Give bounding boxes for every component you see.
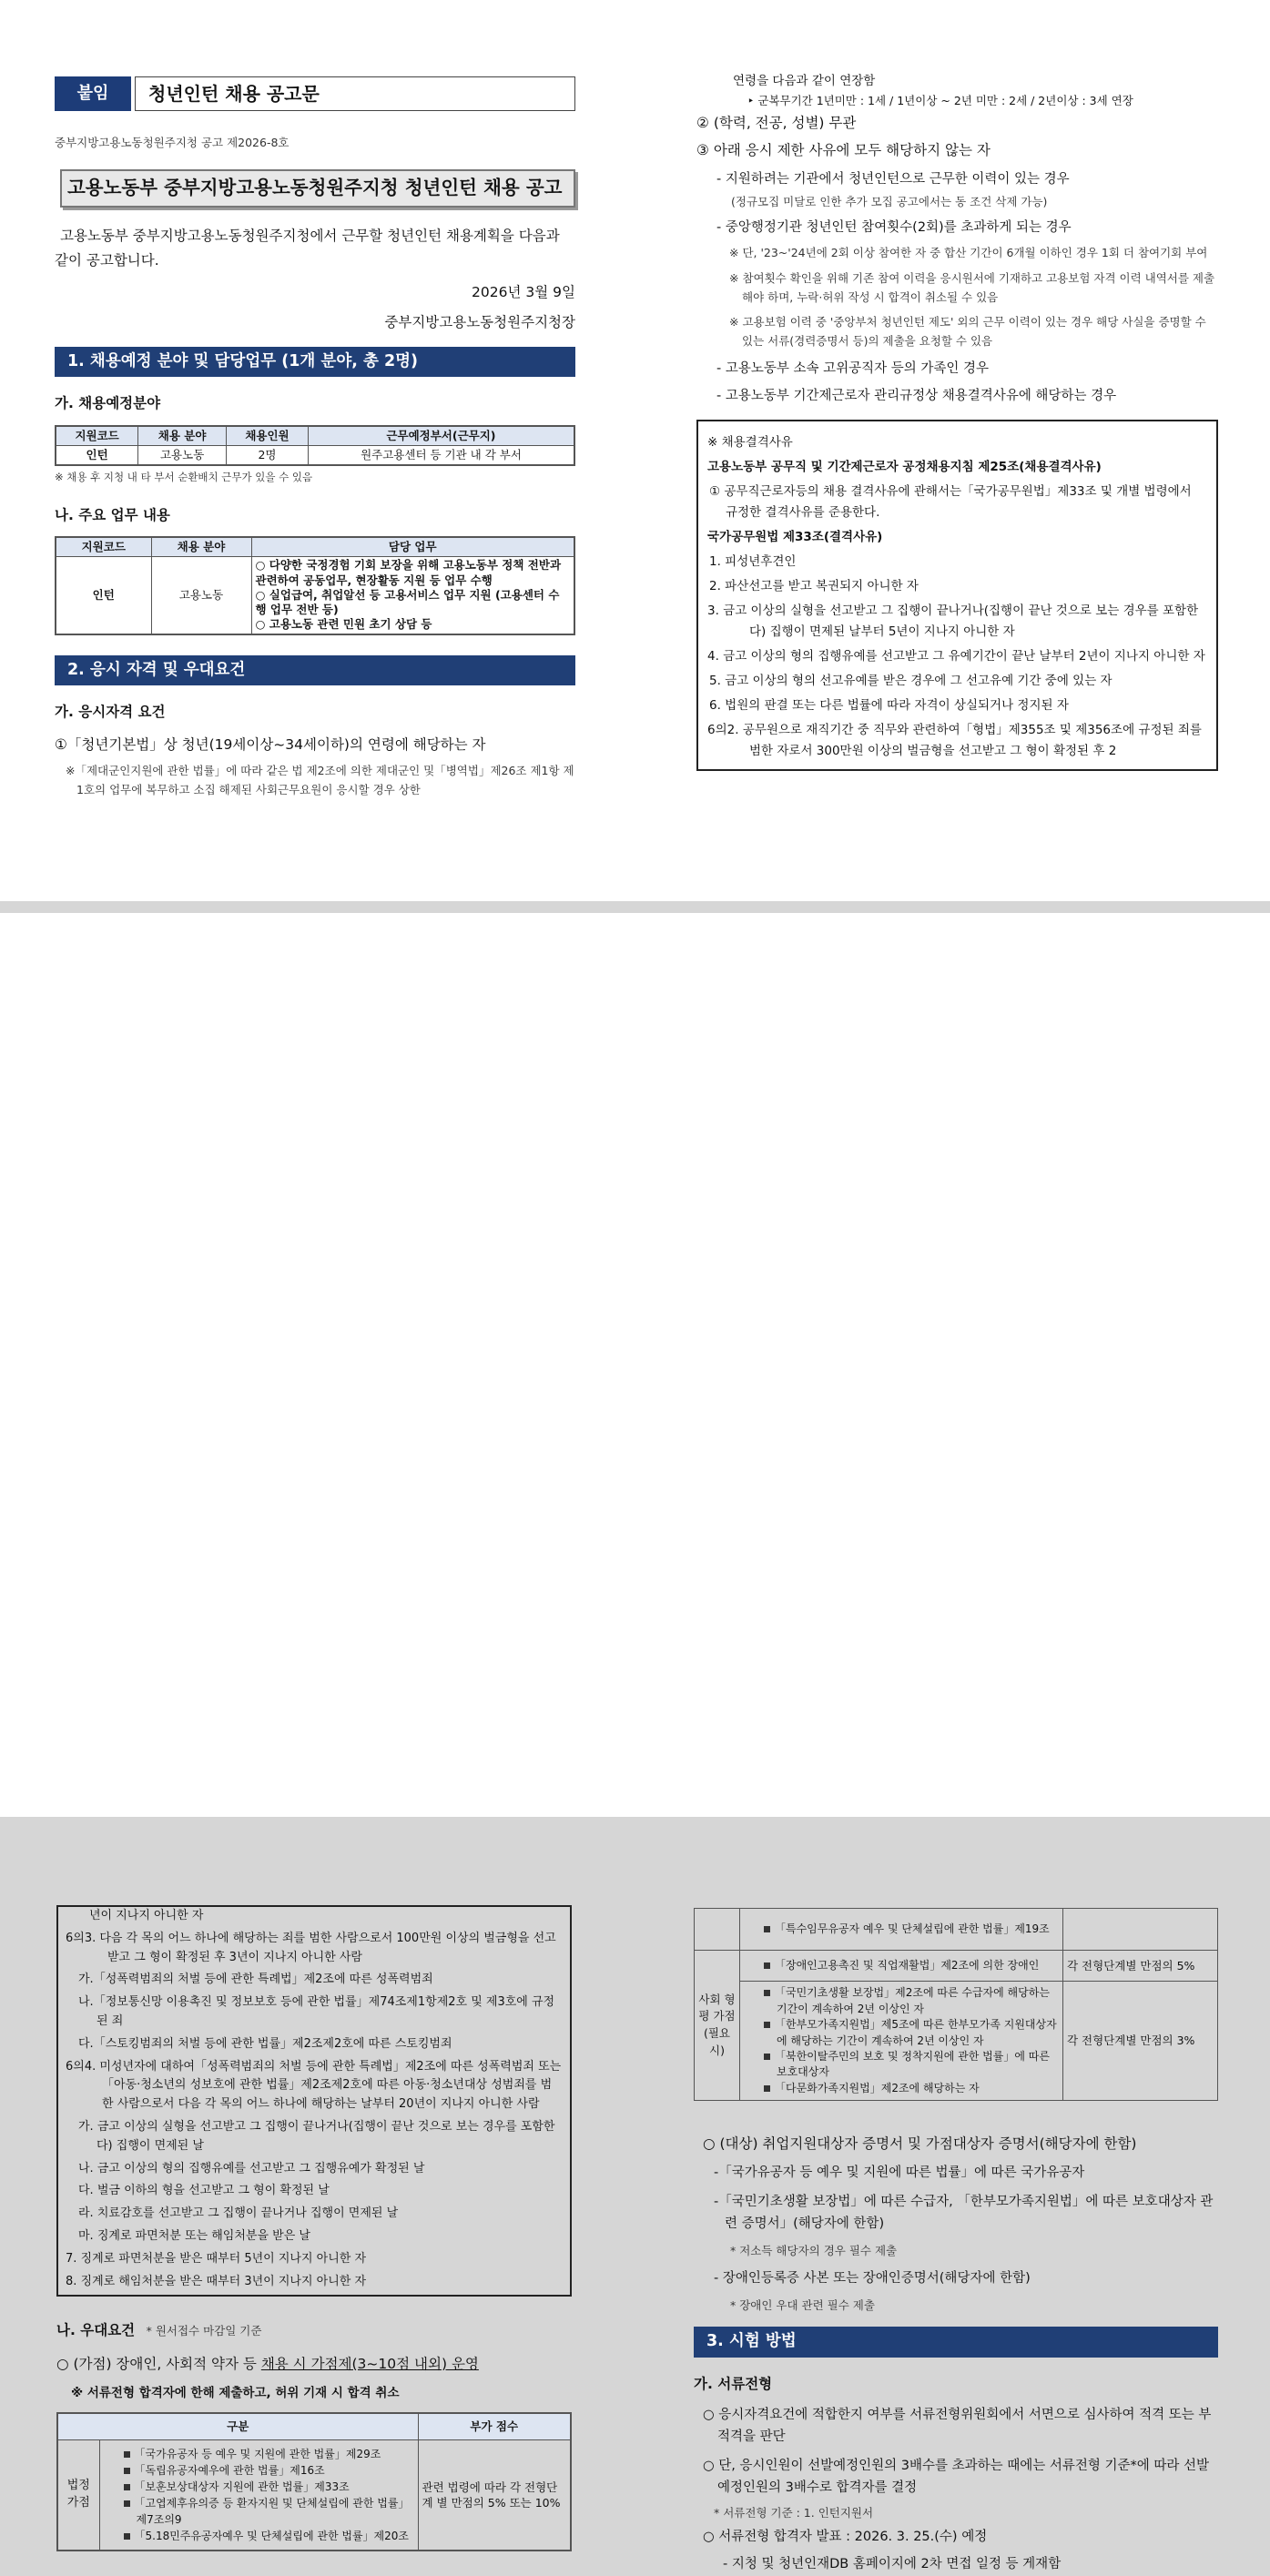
table-cell-category: 사회 형평 가점 (필요시) [695,1951,740,2101]
law-text: 「보훈보상대상자 지원에 관한 법률」제33조 [134,2480,350,2494]
disqualification-item: 6. 법원의 판결 또는 다른 법률에 따라 자격이 상실되거나 정지된 자 [709,697,1069,713]
law-text: 「고엽제후유의증 등 환자지원 및 단체설립에 관한 법률」제7조의9 [134,2497,410,2527]
table-header: 채용인원 [227,426,309,446]
duties-table [55,536,575,634]
law-item [117,2446,414,2462]
bullet-icon [764,1926,770,1932]
notice-date: 2026년 3월 9일 [472,284,575,301]
law-item [757,2081,1059,2096]
table-cell: 고용노동 [151,557,251,634]
bullet-icon [764,2022,770,2028]
preference-note: * 원서접수 마감일 기준 [146,2324,262,2338]
document-item: - 장애인등록증 사본 또는 장애인증명서(해당자에 한함) [714,2271,1031,2287]
bullet-icon [764,2085,770,2092]
requirement-2: ② (학력, 전공, 성별) 무관 [696,114,857,131]
restriction-2-note-3: ※ 고용보험 이력 중 '중앙부처 청년인턴 제도' 외의 근무 이력이 있는 경우 해당 사실을 증명할 수 있는 서류(경력증명서 등)의 제출을 요청할 수 있음 [729,315,1206,349]
subsection-hiring-field: 가. 채용예정분야 [55,395,161,412]
box-paragraph: ① 공무직근로자등의 채용 결격사유에 관해서는「국가공무원법」제33조 및 개별 법령에서 규정한 결격사유를 준용한다. [709,484,1192,521]
restriction-4: - 고용노동부 기간제근로자 관리규정상 채용결격사유에 해당하는 경우 [716,388,1117,403]
requirement-3: ③ 아래 응시 제한 사유에 모두 해당하지 않는 자 [696,142,991,159]
issuer: 중부지방고용노동청원주지청장 [384,313,575,330]
exam-item: ○ 응시자격요건에 적합한지 여부를 서류전형위원회에서 서면으로 심사하여 적격 또는 부적격을 판단 [703,2408,1212,2445]
law-text: 「독립유공자예우에 관한 법률」제16조 [134,2464,325,2478]
attachment-tag: 붙임 [55,76,131,111]
page1-right-column [696,73,1218,771]
military-extension: ‣ 군복무기간 1년미만 : 1세 / 1년이상 ~ 2년 미만 : 2세 / 2년이상 : 3세 연장 [747,93,1133,107]
bullet-icon [124,2533,130,2540]
restriction-2: - 중앙행정기관 청년인턴 참여횟수(2회)를 초과하게 되는 경우 [716,220,1072,236]
duty-item: ○ 다양한 국정경험 기회 보장을 위해 고용노동부 정책 전반과 관련하여 공동업무, 현장활동 지원 등 업무 수행 [255,558,562,587]
bullet-icon [124,2451,130,2458]
table-cell-score: 관련 법령에 따라 각 전형단계 별 만점의 5% 또는 10% [418,2440,571,2551]
continued-text: 연령을 다음과 같이 연장함 [733,74,876,88]
bullet-icon [124,2500,130,2507]
table-cell: 원주고용센터 등 기관 내 각 부서 [308,446,574,466]
restriction-3: - 고용노동부 소속 고위공직자 등의 가족인 경우 [716,360,990,376]
law-text: 「장애인고용촉진 및 직업재활법」제2조에 의한 장애인 [775,1959,1040,1972]
disqualification-item: 2. 파산선고를 받고 복권되지 아니한 자 [709,579,919,594]
table-cell-empty [695,1909,740,1951]
law-item [757,1958,1059,1973]
preference-line-emphasis: 채용 시 가점제(3~10점 내외) 운영 [260,2355,479,2372]
box-title: ※ 채용결격사유 [707,435,793,451]
notice-number: 중부지방고용노동청원주지청 공고 제2026-8호 [55,136,290,149]
requirement-1-note: ※「제대군인지원에 관한 법률」에 따라 같은 법 제2조에 의한 제대군인 및「병역법」제26조 제1항 제1호의 업무에 복무하고 소집 해제된 사회근무요원이 응시할 경우 상한 [66,763,574,797]
preference-warning: ※ 서류전형 합격자에 한해 제출하고, 허위 기재 시 합격 취소 [71,2386,400,2401]
table-cell-category: 법정 가점 [57,2440,99,2551]
preference-table [56,2412,572,2552]
bullet-icon [764,2054,770,2060]
duty-item: ○ 실업급여, 취업알선 등 고용서비스 업무 지원 (고용센터 수행 업무 전반 등) [255,587,560,617]
table-note: ※ 채용 후 지청 내 타 부서 순환배치 근무가 있을 수 있음 [55,471,313,484]
section-1-heading: 1. 채용예정 분야 및 담당업무 (1개 분야, 총 2명) [55,347,575,377]
intro-paragraph: 고용노동부 중부지방고용노동청원주지청에서 근무할 청년인턴 채용계획을 다음과 같이 공고합니다. [55,227,560,269]
law-item [117,2462,414,2479]
disqualification-item: 년이 지나지 아니한 자 [89,1909,204,1922]
table-cell-laws [740,1951,1063,1982]
hiring-field-table [55,425,575,466]
restriction-2-note-1: ※ 단, '23~'24년에 2회 이상 참여한 자 중 합산 기간이 6개월 이하인 경우 1회 더 참여기회 부여 [729,246,1208,260]
table-cell-laws [740,1982,1063,2101]
disqualification-box [696,420,1218,770]
duties-cell [251,557,574,634]
document-page-1 [0,0,1270,901]
law-item [117,2495,414,2528]
duty-item: ○ 고용노동 관련 민원 초기 상담 등 [255,617,432,632]
restriction-2-note-2: ※ 참여횟수 확인을 위해 기존 참여 이력을 응시원서에 기재하고 고용보험 자격 이력 내역서를 제출해야 하며, 누락·허위 작성 시 합격이 취소될 수 있음 [729,270,1215,304]
disqualification-subitem: 라. 치료감호를 선고받고 그 집행이 끝나거나 집행이 면제된 날 [78,2206,399,2221]
disqualification-item: 6의3. 다음 각 목의 어느 하나에 해당하는 죄를 범한 사람으로서 100만원 이상의 벌금형을 선고받고 그 형이 확정된 후 3년이 지나지 아니한 사람 [66,1931,556,1964]
table-cell-laws [99,2440,418,2551]
disqualification-box-continued [56,1905,572,2297]
bullet-icon [764,1990,770,1996]
main-title: 고용노동부 중부지방고용노동청원주지청 청년인턴 채용 공고 [60,169,575,208]
law-item [117,2479,414,2495]
bullet-icon [124,2468,130,2474]
law-text: 「국민기초생활 보장법」제2조에 따른 수급자에 해당하는 기간이 계속하여 2년 이상인 자 [775,1986,1050,2015]
table-cell: 고용노동 [138,446,227,466]
box-subtitle-law: 국가공무원법 제33조(결격사유) [707,530,883,545]
exam-subitem: - 지청 및 청년인재DB 홈페이지에 2차 면접 일정 등 게재함 [723,2556,1062,2571]
table-cell: 인턴 [56,557,151,634]
law-text: 「다문화가족지원법」제2조에 해당하는 자 [775,2081,980,2094]
page2-right-column [694,1908,1218,2576]
table-header: 채용 분야 [138,426,227,446]
disqualification-subitem: 다.「스토킹범죄의 처벌 등에 관한 법률」제2조제2호에 따른 스토킹범죄 [78,2036,452,2051]
law-text: 「북한이탈주민의 보호 및 정착지원에 관한 법률」에 따른 보호대상자 [775,2049,1050,2079]
page2-left-column [56,1905,572,2551]
law-text: 「국가유공자 등 예우 및 지원에 관한 법률」제29조 [134,2448,381,2461]
disqualification-item: 6의4. 미성년자에 대하여「성폭력범죄의 처벌 등에 관한 특례법」제2조에 따른 성폭력범죄 또는「아동·청소년의 성보호에 관한 법률」제2조제2호에 따른 아동·청소년대상 성범죄를 범한 사람으로서 다음 각 목의 어느 하나에 해당하는 날부터 20년이 지나지 아니한 사람 [66,2059,562,2112]
restriction-1-note: (정규모집 미달로 인한 추가 모집 공고에서는 동 조건 삭제 가능) [731,195,1048,209]
table-cell-laws [740,1909,1063,1951]
disqualification-item: 7. 징계로 파면처분을 받은 때부터 5년이 지나지 아니한 자 [66,2251,367,2266]
disqualification-item: 4. 금고 이상의 형의 집행유예를 선고받고 그 유예기간이 끝난 날부터 2년이 지나지 아니한 자 [707,648,1205,664]
box-subtitle-guideline: 고용노동부 공무직 및 기간제근로자 공정채용지침 제25조(채용결격사유) [707,460,1102,475]
table-header: 구분 [57,2413,418,2440]
table-header: 지원코드 [56,537,151,557]
document-item: -「국민기초생활 보장법」에 따른 수급자, 「한부모가족지원법」에 따른 보호대상자 관련 증명서」(해당자에 한함) [714,2195,1214,2232]
table-header: 담당 업무 [251,537,574,557]
table-cell-score: 각 전형단계별 만점의 5% [1063,1951,1218,1982]
exam-item: ○ 단, 응시인원이 선발예정인원의 3배수를 초과하는 때에는 서류전형 기준*에 따라 선발예정인원의 3배수로 합격자를 결정 [703,2459,1210,2496]
bullet-icon [764,1962,770,1969]
disqualification-subitem: 나. 금고 이상의 형의 집행유예를 선고받고 그 집행유예가 확정된 날 [78,2161,425,2175]
disqualification-item: 5. 금고 이상의 형의 선고유예를 받은 경우에 그 선고유예 기간 중에 있는 자 [709,673,1113,688]
subsection-document-screening: 가. 서류전형 [694,2375,773,2392]
preference-line: ○ (가점) 장애인, 사회적 약자 등 [56,2355,261,2372]
table-header: 지원코드 [56,426,138,446]
disqualification-item: 8. 징계로 해임처분을 받은 때부터 3년이 지나지 아니한 자 [66,2274,367,2288]
subsection-duties: 나. 주요 업무 내용 [55,506,170,523]
subsection-eligibility: 가. 응시자격 요건 [55,704,166,721]
disqualification-subitem: 가. 금고 이상의 실형을 선고받고 그 집행이 끝나거나(집행이 끝난 것으로 보는 경우를 포함한다) 집행이 면제된 날 [78,2119,555,2153]
disqualification-subitem: 다. 벌금 이하의 형을 선고받고 그 형이 확정된 날 [78,2184,330,2198]
disqualification-subitem: 가.「성폭력범죄의 처벌 등에 관한 특례법」제2조에 따른 성폭력범죄 [78,1973,433,1987]
table-header: 근무예정부서(근무지) [308,426,574,446]
table-cell-score: 각 전형단계별 만점의 3% [1063,1982,1218,2101]
law-item [757,1922,1059,1937]
disqualification-item: 6의2. 공무원으로 재직기간 중 직무와 관련하여「형법」제355조 및 제356조에 규정된 죄를 범한 자로서 300만원 이상의 벌금형을 선고받고 그 형이 확정된 후 2 [707,722,1202,758]
table-cell: 2명 [227,446,309,466]
section-3-heading: 3. 시험 방법 [694,2327,1218,2357]
law-text: 「특수임무유공자 예우 및 단체설립에 관한 법률」제19조 [775,1922,1050,1935]
law-text: 「한부모가족지원법」제5조에 따른 한부모가족 지원대상자에 해당하는 기간이 계속하여 2년 이상인 자 [775,2018,1057,2047]
requirement-1: ①「청년기본법」상 청년(19세이상~34세이하)의 연령에 해당하는 자 [55,736,486,754]
document-note: * 저소득 해당자의 경우 필수 제출 [730,2244,898,2258]
table-header: 부가 점수 [418,2413,571,2440]
law-item [757,2049,1059,2081]
table-cell: 인턴 [56,446,138,466]
subsection-preference: 나. 우대요건 [56,2322,136,2339]
law-item [757,1985,1059,2017]
preference-table-continued [694,1908,1218,2101]
table-cell-empty [1063,1909,1218,1951]
law-text: 「5.18민주유공자예우 및 단체설립에 관한 법률」제20조 [134,2530,409,2543]
document-page-2 [0,913,1270,2571]
law-item [117,2528,414,2544]
attachment-title: 청년인턴 채용 공고문 [135,76,575,111]
document-item: -「국가유공자 등 예우 및 지원에 따른 법률」에 따른 국가유공자 [714,2165,1085,2181]
attachment-header [55,76,575,111]
document-note: * 장애인 우대 관련 필수 제출 [730,2298,875,2313]
section-2-heading: 2. 응시 자격 및 우대요건 [55,655,575,685]
disqualification-subitem: 나.「정보통신망 이용촉진 및 정보보호 등에 관한 법률」제74조제1항제2호 및 제3호에 규정된 죄 [78,1995,555,2028]
restriction-1: - 지원하려는 기관에서 청년인턴으로 근무한 이력이 있는 경우 [716,172,1070,188]
disqualification-item: 3. 금고 이상의 실형을 선고받고 그 집행이 끝나거나(집행이 끝난 것으로 보는 경우를 포함한다) 집행이 면제된 날부터 5년이 지나지 아니한 자 [707,603,1199,639]
exam-item: ○ 서류전형 합격자 발표 : 2026. 3. 25.(수) 예정 [703,2530,988,2545]
page1-left-column [55,76,575,799]
law-item [757,2017,1059,2049]
documents-title: ○ (대상) 취업지원대상자 증명서 및 가점대상자 증명서(해당자에 한함) [703,2135,1137,2153]
disqualification-subitem: 마. 징계로 파면처분 또는 해임처분을 받은 날 [78,2228,310,2243]
exam-note: * 서류전형 기준 : 1. 인턴지원서 [714,2505,874,2520]
bullet-icon [124,2484,130,2490]
disqualification-item: 1. 피성년후견인 [709,554,797,570]
table-header: 채용 분야 [151,537,251,557]
